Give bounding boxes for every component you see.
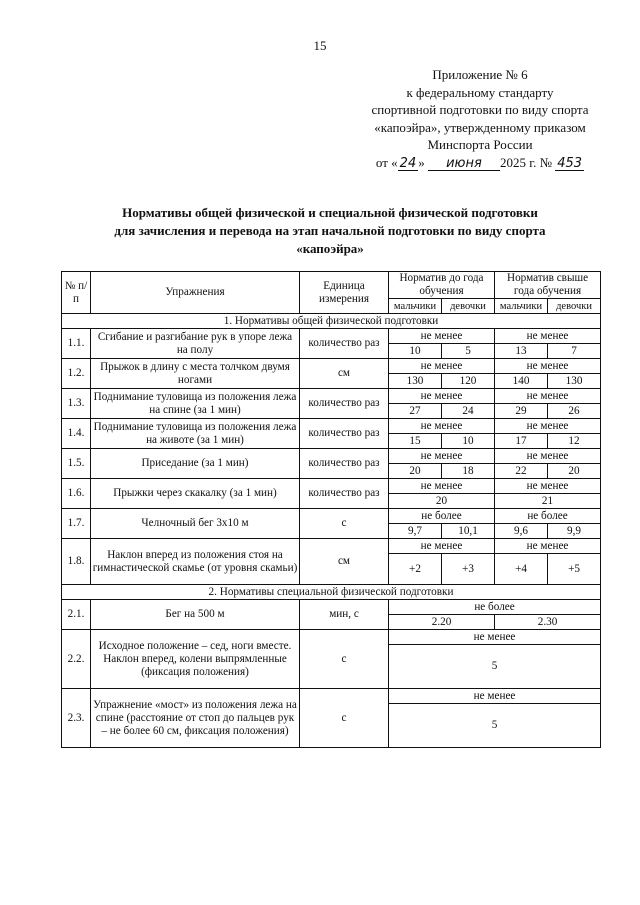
norm-value: 15 <box>389 434 442 449</box>
norm-value: 10 <box>442 434 495 449</box>
section-title: 1. Нормативы общей физической подготовки <box>62 314 601 329</box>
row-exercise: Приседание (за 1 мин) <box>91 449 300 479</box>
row-exercise: Челночный бег 3х10 м <box>91 509 300 539</box>
norm-value: 9,7 <box>389 524 442 539</box>
norm-value: 12 <box>548 434 601 449</box>
norm-value: 20 <box>389 464 442 479</box>
table-header-row <box>62 272 601 299</box>
norm-value: 29 <box>495 404 548 419</box>
appendix-header <box>330 66 630 171</box>
table-row <box>62 389 601 404</box>
norm-value: 20 <box>548 464 601 479</box>
row-number: 1.3. <box>62 389 91 419</box>
norm-value: 140 <box>495 374 548 389</box>
norm-value: 5 <box>389 645 601 689</box>
norm-label: не менее <box>389 630 601 645</box>
norm-label: не более <box>389 509 495 524</box>
title-line: Нормативы общей физической и специальной физической подготовки <box>122 205 538 220</box>
header-boys: мальчики <box>495 299 548 314</box>
norm-label: не менее <box>495 539 601 554</box>
date-year: 2025 г. № <box>499 154 552 170</box>
norm-value: 10,1 <box>442 524 495 539</box>
norm-label: не менее <box>495 449 601 464</box>
norm-label: не менее <box>495 479 601 494</box>
row-unit: количество раз <box>300 389 389 419</box>
header-norm-to-year: Норматив до года обучения <box>389 272 495 299</box>
row-unit: с <box>300 689 389 748</box>
section-row <box>62 314 601 329</box>
handwritten-day: 24 <box>399 155 417 171</box>
norm-value: +5 <box>548 554 601 585</box>
norm-value: 5 <box>442 344 495 359</box>
row-number: 2.1. <box>62 600 91 630</box>
norm-value: +4 <box>495 554 548 585</box>
norm-value: 9,9 <box>548 524 601 539</box>
row-number: 1.5. <box>62 449 91 479</box>
norm-value: 18 <box>442 464 495 479</box>
table-row <box>62 539 601 554</box>
row-exercise: Сгибание и разгибание рук в упоре лежа на полу <box>91 329 300 359</box>
norm-value: 9,6 <box>495 524 548 539</box>
norm-value: +2 <box>389 554 442 585</box>
row-number: 1.6. <box>62 479 91 509</box>
row-number: 1.4. <box>62 419 91 449</box>
norm-label: не менее <box>389 689 601 704</box>
row-unit: с <box>300 509 389 539</box>
row-number: 1.2. <box>62 359 91 389</box>
row-number: 2.2. <box>62 630 91 689</box>
norm-value: 10 <box>389 344 442 359</box>
date-prefix: от « <box>375 154 398 170</box>
appendix-line: Приложение № 6 <box>432 67 528 82</box>
header-num: № п/п <box>62 272 91 314</box>
row-unit: см <box>300 359 389 389</box>
row-number: 1.7. <box>62 509 91 539</box>
norm-value: 24 <box>442 404 495 419</box>
table-row <box>62 689 601 704</box>
norm-value: 26 <box>548 404 601 419</box>
header-unit: Единица измерения <box>300 272 389 314</box>
norm-label: не менее <box>389 329 495 344</box>
norm-value: 13 <box>495 344 548 359</box>
norm-label: не более <box>389 600 601 615</box>
norm-label: не менее <box>389 479 495 494</box>
row-exercise: Прыжки через скакалку (за 1 мин) <box>91 479 300 509</box>
table-row <box>62 479 601 494</box>
norm-value: 21 <box>495 494 601 509</box>
norm-value: 2.20 <box>389 615 495 630</box>
appendix-line: «капоэйра», утвержденному приказом <box>374 119 586 135</box>
norm-label: не менее <box>389 539 495 554</box>
document-title <box>60 204 600 258</box>
norm-label: не менее <box>495 329 601 344</box>
handwritten-month: июня <box>428 157 500 171</box>
table-row <box>62 419 601 434</box>
appendix-date-line <box>330 154 630 172</box>
header-girls: девочки <box>442 299 495 314</box>
table-row <box>62 359 601 374</box>
norm-label: не менее <box>389 419 495 434</box>
norms-table <box>61 271 601 748</box>
title-line: «капоэйра» <box>296 241 364 256</box>
norm-value: 20 <box>389 494 495 509</box>
norm-value: 7 <box>548 344 601 359</box>
row-exercise: Исходное положение – сед, ноги вместе. Наклон вперед, колени выпрямленные (фиксация положения) <box>91 630 300 689</box>
norm-label: не более <box>495 509 601 524</box>
section-row <box>62 585 601 600</box>
row-unit: количество раз <box>300 419 389 449</box>
row-number: 1.8. <box>62 539 91 585</box>
row-number: 2.3. <box>62 689 91 748</box>
page-number: 15 <box>313 38 327 53</box>
table-row <box>62 630 601 645</box>
header-norm-over-year: Норматив свыше года обучения <box>495 272 601 299</box>
header-boys: мальчики <box>389 299 442 314</box>
row-exercise: Прыжок в длину с места толчком двумя ногами <box>91 359 300 389</box>
appendix-line: к федеральному стандарту <box>406 84 554 100</box>
row-unit: с <box>300 630 389 689</box>
norm-label: не менее <box>495 389 601 404</box>
norm-label: не менее <box>389 449 495 464</box>
header-girls: девочки <box>548 299 601 314</box>
row-exercise: Упражнение «мост» из положения лежа на спине (расстояние от стоп до пальцев рук – не более 60 см, фиксация положения) <box>91 689 300 748</box>
table-row <box>62 329 601 344</box>
norm-value: 130 <box>389 374 442 389</box>
appendix-line: спортивной подготовки по виду спорта <box>371 102 589 117</box>
title-line: для зачисления и перевода на этап начальной подготовки по виду спорта <box>114 223 546 238</box>
table-row <box>62 509 601 524</box>
row-exercise: Бег на 500 м <box>91 600 300 630</box>
handwritten-number: 453 <box>557 155 583 171</box>
date-mid: » <box>418 154 425 170</box>
norm-value: 27 <box>389 404 442 419</box>
norm-value: 130 <box>548 374 601 389</box>
row-unit: количество раз <box>300 449 389 479</box>
norm-value: 120 <box>442 374 495 389</box>
table-row <box>62 449 601 464</box>
table-row <box>62 600 601 615</box>
row-exercise: Поднимание туловища из положения лежа на животе (за 1 мин) <box>91 419 300 449</box>
norm-value: 5 <box>389 704 601 748</box>
row-unit: количество раз <box>300 329 389 359</box>
row-exercise: Поднимание туловища из положения лежа на спине (за 1 мин) <box>91 389 300 419</box>
norm-value: 22 <box>495 464 548 479</box>
norm-label: не менее <box>495 419 601 434</box>
norm-label: не менее <box>495 359 601 374</box>
norm-value: 17 <box>495 434 548 449</box>
norm-value: 2.30 <box>495 615 601 630</box>
row-exercise: Наклон вперед из положения стоя на гимнастической скамье (от уровня скамьи) <box>91 539 300 585</box>
norm-label: не менее <box>389 359 495 374</box>
norm-label: не менее <box>389 389 495 404</box>
section-title: 2. Нормативы специальной физической подготовки <box>62 585 601 600</box>
header-exercise: Упражнения <box>91 272 300 314</box>
row-unit: мин, с <box>300 600 389 630</box>
row-unit: см <box>300 539 389 585</box>
row-unit: количество раз <box>300 479 389 509</box>
appendix-line: Минспорта России <box>427 137 533 152</box>
norm-value: +3 <box>442 554 495 585</box>
row-number: 1.1. <box>62 329 91 359</box>
